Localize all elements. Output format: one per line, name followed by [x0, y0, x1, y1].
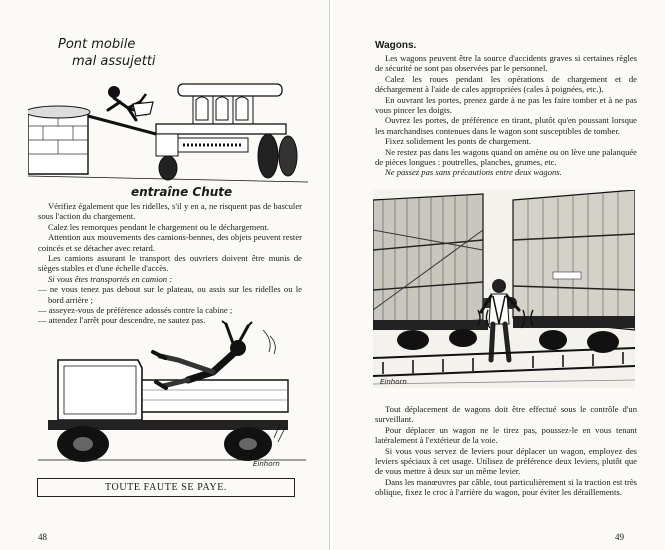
illustration-truck-fall — [38, 320, 306, 468]
page-number-right: 49 — [615, 532, 624, 542]
right-text-bottom — [375, 404, 637, 498]
list-item: — ne vous tenez pas debout sur le plateau, ou assis sur les ridelles ou le bord arrière ; — [38, 284, 302, 305]
caption-top-line-1: Pont mobile — [58, 37, 136, 52]
list-item: — asseyez-vous de préférence adossés contre la cabine ; — [38, 305, 233, 316]
caption-top-line-2: mal assujetti — [72, 54, 156, 69]
paragraph: Les camions assurant le transport des ouvriers doivent être munis de sièges stables et d'une échelle d'accès. — [38, 253, 302, 274]
page-number-left: 48 — [38, 532, 47, 542]
right-page — [333, 0, 665, 550]
signature-right: Einhorn — [380, 378, 407, 386]
signature-left: Einhorn — [253, 460, 280, 468]
paragraph: Les wagons peuvent être la source d'accidents graves si certaines règles de sécurité ne sont pas observées par le personnel. — [375, 53, 637, 74]
paragraph: Ouvrez les portes, de préférence en tirant, plutôt qu'en poussant lorsque les marchandises contenues dans le wagon sont susceptibles de tomber. — [375, 115, 637, 136]
list-item: — attendez l'arrêt pour descendre, ne sautez pas. — [38, 315, 206, 326]
caption-bottom: entraîne Chute — [131, 185, 233, 199]
paragraph: Tout déplacement de wagons doit être effectué sous le contrôle d'un surveillant. — [375, 404, 637, 425]
paragraph: En ouvrant les portes, prenez garde à ne pas les faire tomber et à ne pas vous pincer les doigts. — [375, 94, 637, 116]
paragraph: Vérifiez également que les ridelles, s'il y en a, ne risquent pas de basculer sous l'action du chargement. — [38, 201, 302, 222]
paragraph: Ne restez pas dans les wagons quand on amène ou on lève une palanquée de pièces longues : poutrelles, planches, grumes, etc. — [375, 146, 637, 168]
motto-box — [37, 478, 295, 497]
left-page — [0, 0, 330, 550]
paragraph: Dans les manœuvres par câble, tout particulièrement si la traction est très oblique, fixez le croc à l'arrière du wagon, pour éviter les déraillements. — [375, 476, 637, 498]
right-text-top — [375, 53, 637, 178]
motto-text: TOUTE FAUTE SE PAYE. — [104, 482, 227, 493]
left-text-block — [38, 201, 302, 326]
warning-text: Ne passez pas sans précautions entre deux wagons. — [385, 167, 562, 178]
paragraph: Calez les roues pendant les opérations de chargement et de déchargement à l'aide de cales appropriées (cales à poignées, etc.). — [375, 73, 637, 95]
transport-intro: Si vous êtes transportés en camion : — [48, 273, 173, 284]
paragraph: Fixez solidement les ponts de chargement. — [385, 136, 531, 147]
paragraph: Si vous vous servez de leviers pour déplacer un wagon, employez des leviers spéciaux à cet usage. Utilisez de préférence deux leviers, plutôt que de vous mettre à deux sur un même levier. — [375, 445, 637, 477]
paragraph: Calez les remorques pendant le chargement ou le déchargement. — [48, 221, 269, 232]
paragraph: Attention aux mouvements des camions-bennes, des objets peuvent rester coincés et se détacher avec retard. — [38, 232, 302, 253]
section-title: Wagons. — [375, 40, 417, 51]
paragraph: Pour déplacer un wagon ne le tirez pas, poussez-le en vous tenant latéralement à l'extérieur de la voie. — [375, 424, 637, 446]
illustration-loading-bridge — [28, 64, 308, 190]
illustration-wagons — [373, 190, 635, 388]
